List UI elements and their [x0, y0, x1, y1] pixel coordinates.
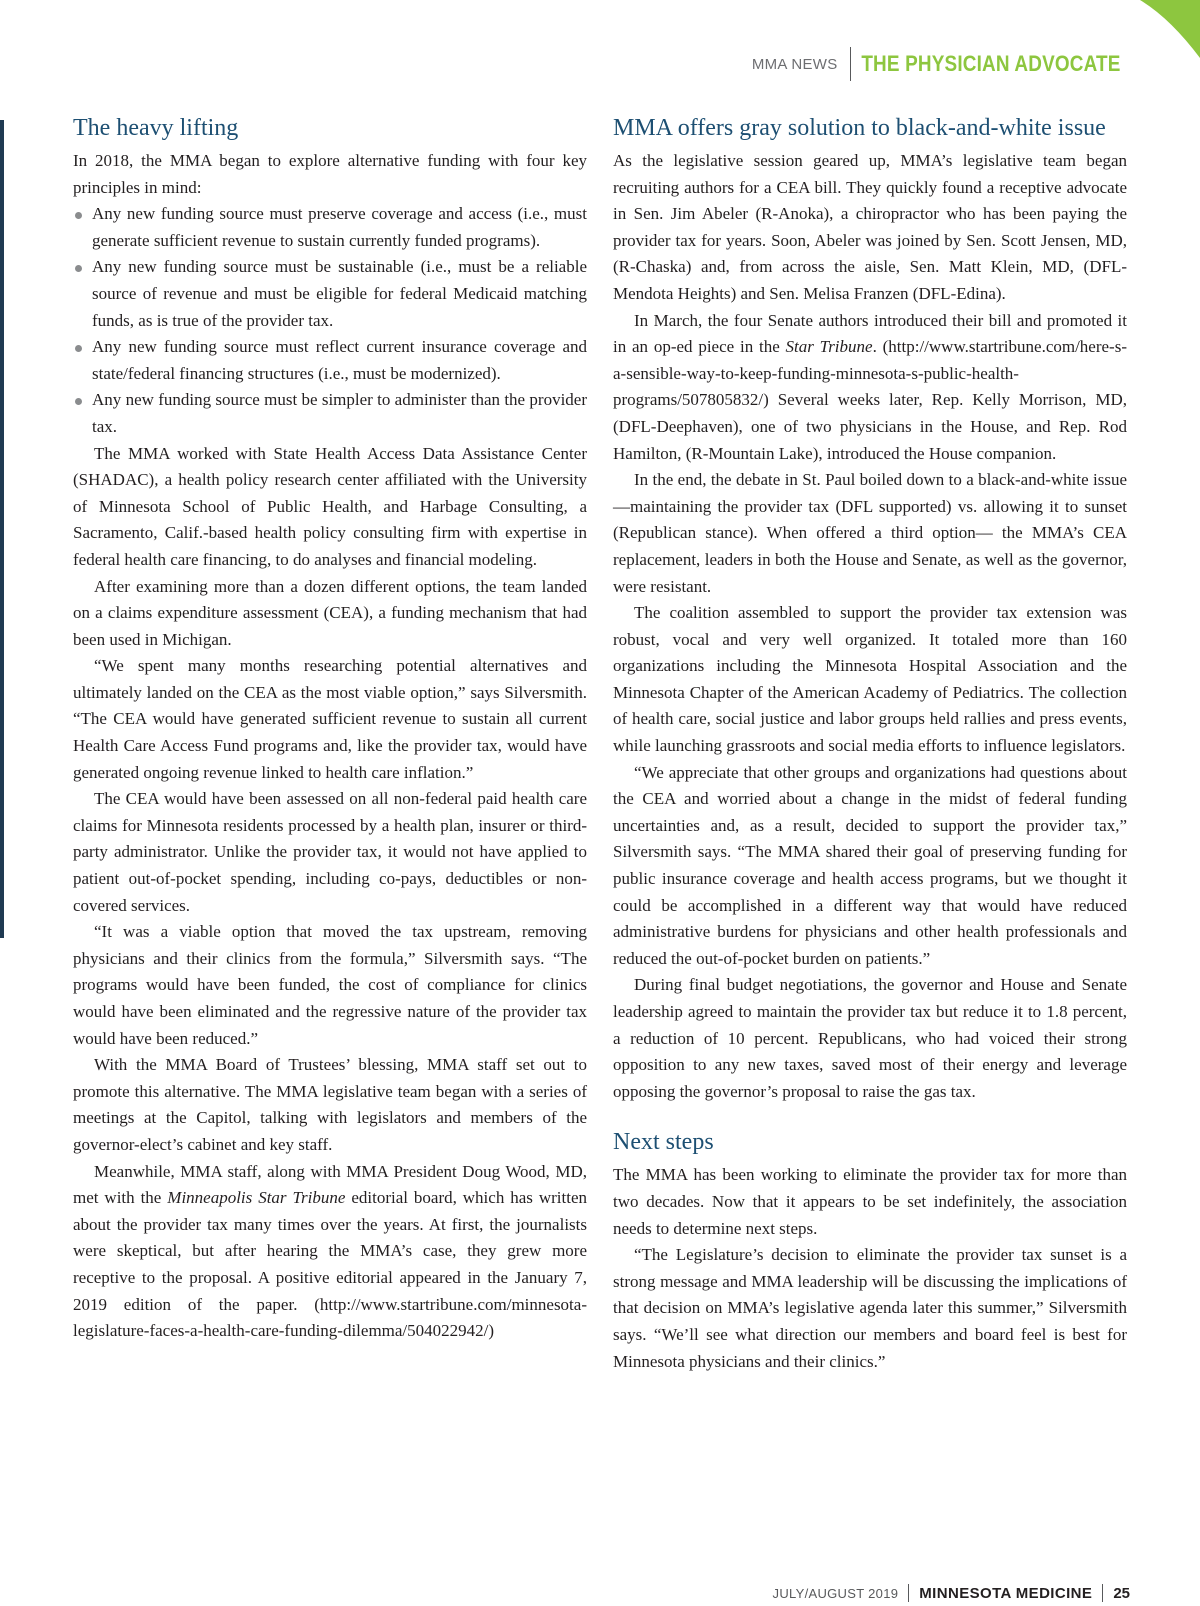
body-paragraph: “We appreciate that other groups and organizations had questions about the CEA and worried about a change in the midst of federal funding uncertainties and, as a result, decided to support the provider tax,” Silversmith says. “The MMA shared their goal of preserving funding for public insurance coverage and health access programs, but we thought it could be accomplished in a different way that would have reduced administrative burdens for physicians and other health professionals and reduced the out-of-pocket burden on patients.” [613, 762, 1127, 968]
magazine-name: MINNESOTA MEDICINE [919, 1584, 1093, 1602]
principle-text: Any new funding source must be simpler to administer than the provider tax. [92, 390, 587, 436]
footer-divider [1102, 1584, 1103, 1602]
bullet-icon [75, 345, 82, 352]
text-run: . (http://www.startribune.com/here-s-a-sensible-way-to-keep-funding-minnesota-s-public-health-programs/507805832/) Several weeks later, Rep. Kelly Morrison, MD, (DFL-Deephaven), one of two physicians in the House, and Rep. Rod Hamilton, (R-Mountain Lake), introduced the House companion. [613, 337, 1127, 463]
body-paragraph: “The Legislature’s decision to eliminate the provider tax sunset is a strong message and MMA leadership will be discussing the implications of that decision on MMA’s legislative agenda later this summer,” Silversmith says. “We’ll see what direction our members and board feel is best for Minnesota physicians and their clinics.” [613, 1245, 1127, 1371]
running-header [752, 46, 1130, 82]
heading-next-steps: Next steps [613, 1129, 714, 1156]
heading-gray-solution: MMA offers gray solution to black-and-white issue [613, 115, 1106, 141]
body-paragraph: The coalition assembled to support the provider tax extension was robust, vocal and very well organized. It totaled more than 160 organizations including the Minnesota Hospital Association and the Minnesota Chapter of the American Academy of Pediatrics. The collection of health care, social justice and labor groups held rallies and press events, while launching grassroots and social media efforts to influence legislators. [613, 603, 1127, 756]
intro-paragraph: In 2018, the MMA began to explore alternative funding with four key principles in mind: [73, 151, 587, 197]
body-paragraph [73, 1159, 587, 1345]
principle-text: Any new funding source must preserve coverage and access (i.e., must generate sufficient revenue to sustain currently funded programs). [92, 204, 587, 250]
body-paragraph: In the end, the debate in St. Paul boiled down to a black-and-white issue—maintaining the provider tax (DFL supported) vs. allowing it to sunset (Republican stance). When offered a third option— the MMA’s CEA replacement, leaders in both the House and Senate, as well as the governor, were resistant. [613, 470, 1127, 596]
body-paragraph: As the legislative session geared up, MMA’s legislative team began recruiting authors for a CEA bill. They quickly found a receptive advocate in Sen. Jim Abeler (R-Anoka), a chiropractor who has been paying the provider tax for years. Soon, Abeler was joined by Sen. Scott Jensen, MD, (R-Chaska) and, from across the aisle, Sen. Matt Klein, MD, (DFL-Mendota Heights) and Sen. Melisa Franzen (DFL-Edina). [613, 151, 1127, 303]
text-run: editorial board, which has written about the provider tax many times over the years. At first, the journalists were skeptical, but after hearing the MMA’s case, they grew more receptive to the proposal. A positive editorial appeared in the January 7, 2019 edition of the paper. (http://www.startribune.com/minnesota-legislature-faces-a-health-care-funding-dilemma/504022942/) [73, 1188, 588, 1341]
text-run: In March, the four Senate authors introduced their bill and promoted it in an op-ed piece in the [613, 310, 1127, 357]
bullet-icon [75, 212, 82, 219]
body-paragraph [613, 308, 1127, 468]
principle-item [73, 254, 587, 334]
principle-text: Any new funding source must reflect current insurance coverage and state/federal financing structures (i.e., must be modernized). [92, 337, 587, 383]
body-paragraph: “We spent many months researching potential alternatives and ultimately landed on the CEA as the most viable option,” says Silversmith. “The CEA would have generated sufficient revenue to sustain all current Health Care Access Fund programs and, like the provider tax, would have generated ongoing revenue linked to health care inflation.” [73, 656, 587, 782]
running-footer [773, 1582, 1130, 1604]
bullet-icon [75, 398, 82, 405]
bullet-icon [75, 265, 82, 272]
body-paragraph: The CEA would have been assessed on all non-federal paid health care claims for Minnesota residents processed by a health plan, insurer or third-party administrator. Unlike the provider tax, it would not have applied to patient out-of-pocket spending, including co-pays, deductibles or non-covered services. [73, 789, 587, 915]
body-paragraph: The MMA has been working to eliminate the provider tax for more than two decades. Now that it appears to be set indefinitely, the association needs to determine next steps. [613, 1165, 1127, 1238]
page-number: 25 [1113, 1584, 1130, 1602]
principles-list [73, 201, 587, 440]
section-label: MMA NEWS [751, 55, 838, 73]
body-paragraph: “It was a viable option that moved the tax upstream, removing physicians and their clinics from the formula,” Silversmith says. “The programs would have been funded, the cost of compliance for clinics would have been eliminated and the regressive nature of the provider tax would have been reduced.” [73, 922, 587, 1048]
principle-item [73, 334, 587, 387]
publication-name: Minneapolis Star Tribune [167, 1188, 346, 1208]
principle-item [73, 387, 587, 440]
publication-title: THE PHYSICIAN ADVOCATE [860, 51, 1121, 76]
body-paragraph: The MMA worked with State Health Access Data Assistance Center (SHADAC), a health policy research center affiliated with the University of Minnesota School of Public Health, and Harbage Consulting, a Sacramento, Calif.-based health policy consulting firm with expertise in federal health care financing, to do analyses and financial modeling. [73, 443, 587, 569]
body-paragraph: During final budget negotiations, the governor and House and Senate leadership agreed to maintain the provider tax but reduce it to 1.8 percent, a reduction of 10 percent. Republicans, who had voiced their strong opposition to any new taxes, saved most of their energy and leverage opposing the governor’s proposal to raise the gas tax. [613, 975, 1127, 1101]
body-paragraph: With the MMA Board of Trustees’ blessing, MMA staff set out to promote this alternative. The MMA legislative team began with a series of meetings at the Capitol, talking with legislators and members of the governor-elect’s cabinet and key staff. [73, 1055, 587, 1154]
issue-date: JULY/AUGUST 2019 [772, 1585, 899, 1601]
left-margin-rule [0, 120, 4, 938]
footer-divider [908, 1584, 909, 1602]
principle-item [73, 201, 587, 254]
right-column [613, 113, 1127, 1375]
principle-text: Any new funding source must be sustainable (i.e., must be a reliable source of revenue and must be eligible for federal Medicaid matching funds, as is true of the provider tax. [92, 257, 587, 330]
left-column [73, 113, 587, 1345]
text-run: Meanwhile, MMA staff, along with MMA President Doug Wood, MD, met with the [73, 1161, 587, 1208]
publication-name: Star Tribune [785, 337, 873, 357]
heading-heavy-lifting: The heavy lifting [73, 115, 239, 141]
body-paragraph: After examining more than a dozen different options, the team landed on a claims expenditure assessment (CEA), a funding mechanism that had been used in Michigan. [73, 576, 587, 649]
